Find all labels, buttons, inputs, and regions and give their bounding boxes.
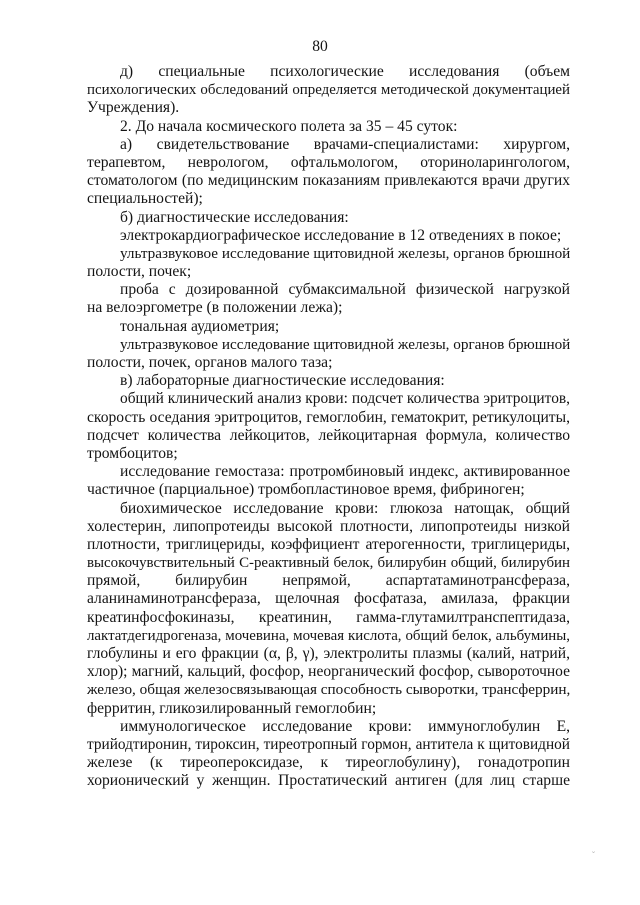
text-line: высокочувствительный С-реактивный белок, билирубин общий, билирубин bbox=[87, 555, 570, 572]
text-line: 2. До начала космического полета за 35 – 45 суток: bbox=[120, 117, 458, 135]
text-line: холестерин, липопротеиды высокой плотности, липопротеиды низкой bbox=[87, 517, 570, 535]
text-line: терапевтом, неврологом, офтальмологом, оториноларингологом, bbox=[87, 153, 570, 171]
text-line: общий клинический анализ крови: подсчет количества эритроцитов, bbox=[120, 390, 570, 408]
text-line: подсчет количества лейкоцитов, лейкоцитарная формула, количество bbox=[87, 426, 570, 444]
text-line: железо, общая железосвязывающая способность сыворотки, трансферрин, bbox=[87, 681, 571, 699]
text-line: иммунологическое исследование крови: иммуноглобулин Е, bbox=[120, 717, 570, 735]
text-line: д) специальные психологические исследования (объем bbox=[120, 63, 570, 80]
text-line: тромбоцитов; bbox=[87, 444, 178, 462]
text-line: лактатдегидрогеназа, мочевина, мочевая кислота, общий белок, альбумины, bbox=[87, 627, 570, 644]
text-line: полости, почек, органов малого таза; bbox=[87, 354, 333, 371]
text-line: на велоэргометре (в положении лежа); bbox=[87, 299, 343, 317]
page-number: 80 bbox=[312, 38, 328, 55]
text-line: а) свидетельствование врачами-специалистами: хирургом, bbox=[120, 135, 570, 153]
document-body bbox=[87, 63, 570, 791]
text-line: в) лабораторные диагностические исследования: bbox=[120, 372, 445, 390]
text-line: скорость оседания эритроцитов, гемоглобин, гематокрит, ретикулоциты, bbox=[87, 408, 570, 426]
text-line: исследование гемостаза: протромбиновый индекс, активированное bbox=[120, 463, 570, 481]
text-line: плотности, триглицериды, коэффициент атерогенности, триглицериды, bbox=[87, 535, 570, 553]
text-line: специальностей); bbox=[87, 190, 203, 208]
text-line: психологических обследований определяется методической документацией bbox=[87, 82, 570, 99]
text-line: глобулины и его фракции (α, β, γ), электролиты плазмы (калий, натрий, bbox=[87, 645, 570, 662]
text-line: проба с дозированной субмаксимальной физической нагрузкой bbox=[120, 281, 570, 299]
text-line: тональная аудиометрия; bbox=[120, 317, 280, 335]
text-line: б) диагностические исследования: bbox=[120, 208, 349, 226]
text-line: ультразвуковое исследование щитовидной железы, органов брюшной bbox=[120, 244, 571, 262]
text-line: Учреждения). bbox=[87, 99, 180, 117]
text-line: хлор); магний, кальций, фосфор, неорганический фосфор, сывороточное bbox=[87, 663, 570, 681]
text-line: ферритин, гликозилированный гемоглобин; bbox=[87, 699, 377, 717]
text-line: ультразвуковое исследование щитовидной железы, органов брюшной bbox=[120, 335, 571, 353]
text-line: прямой, билирубин непрямой, аспартатаминотрансфераза, bbox=[87, 572, 570, 590]
scan-artifact: ˘ bbox=[592, 850, 595, 860]
text-line: стоматологом (по медицинским показаниям привлекаются врачи других bbox=[87, 172, 570, 190]
text-line: электрокардиографическое исследование в 12 отведениях в покое; bbox=[120, 226, 562, 244]
text-line: трийодтиронин, тироксин, тиреотропный гормон, антитела к щитовидной bbox=[87, 735, 570, 753]
text-line: аланинаминотрансфераза, щелочная фосфатаза, амилаза, фракции bbox=[87, 590, 570, 608]
text-line: биохимическое исследование крови: глюкоза натощак, общий bbox=[120, 499, 570, 517]
text-line: железе (к тиреопероксидазе, к тиреоглобулину), гонадотропин bbox=[87, 754, 570, 772]
text-line: креатинфосфокиназы, креатинин, гамма-глутамилтранспептидаза, bbox=[87, 608, 570, 626]
text-line: полости, почек; bbox=[87, 263, 192, 281]
text-line: частичное (парциальное) тромбопластиновое время, фибриноген; bbox=[87, 481, 525, 499]
text-line: хорионический у женщин. Простатический антиген (для лиц старше bbox=[87, 772, 570, 790]
